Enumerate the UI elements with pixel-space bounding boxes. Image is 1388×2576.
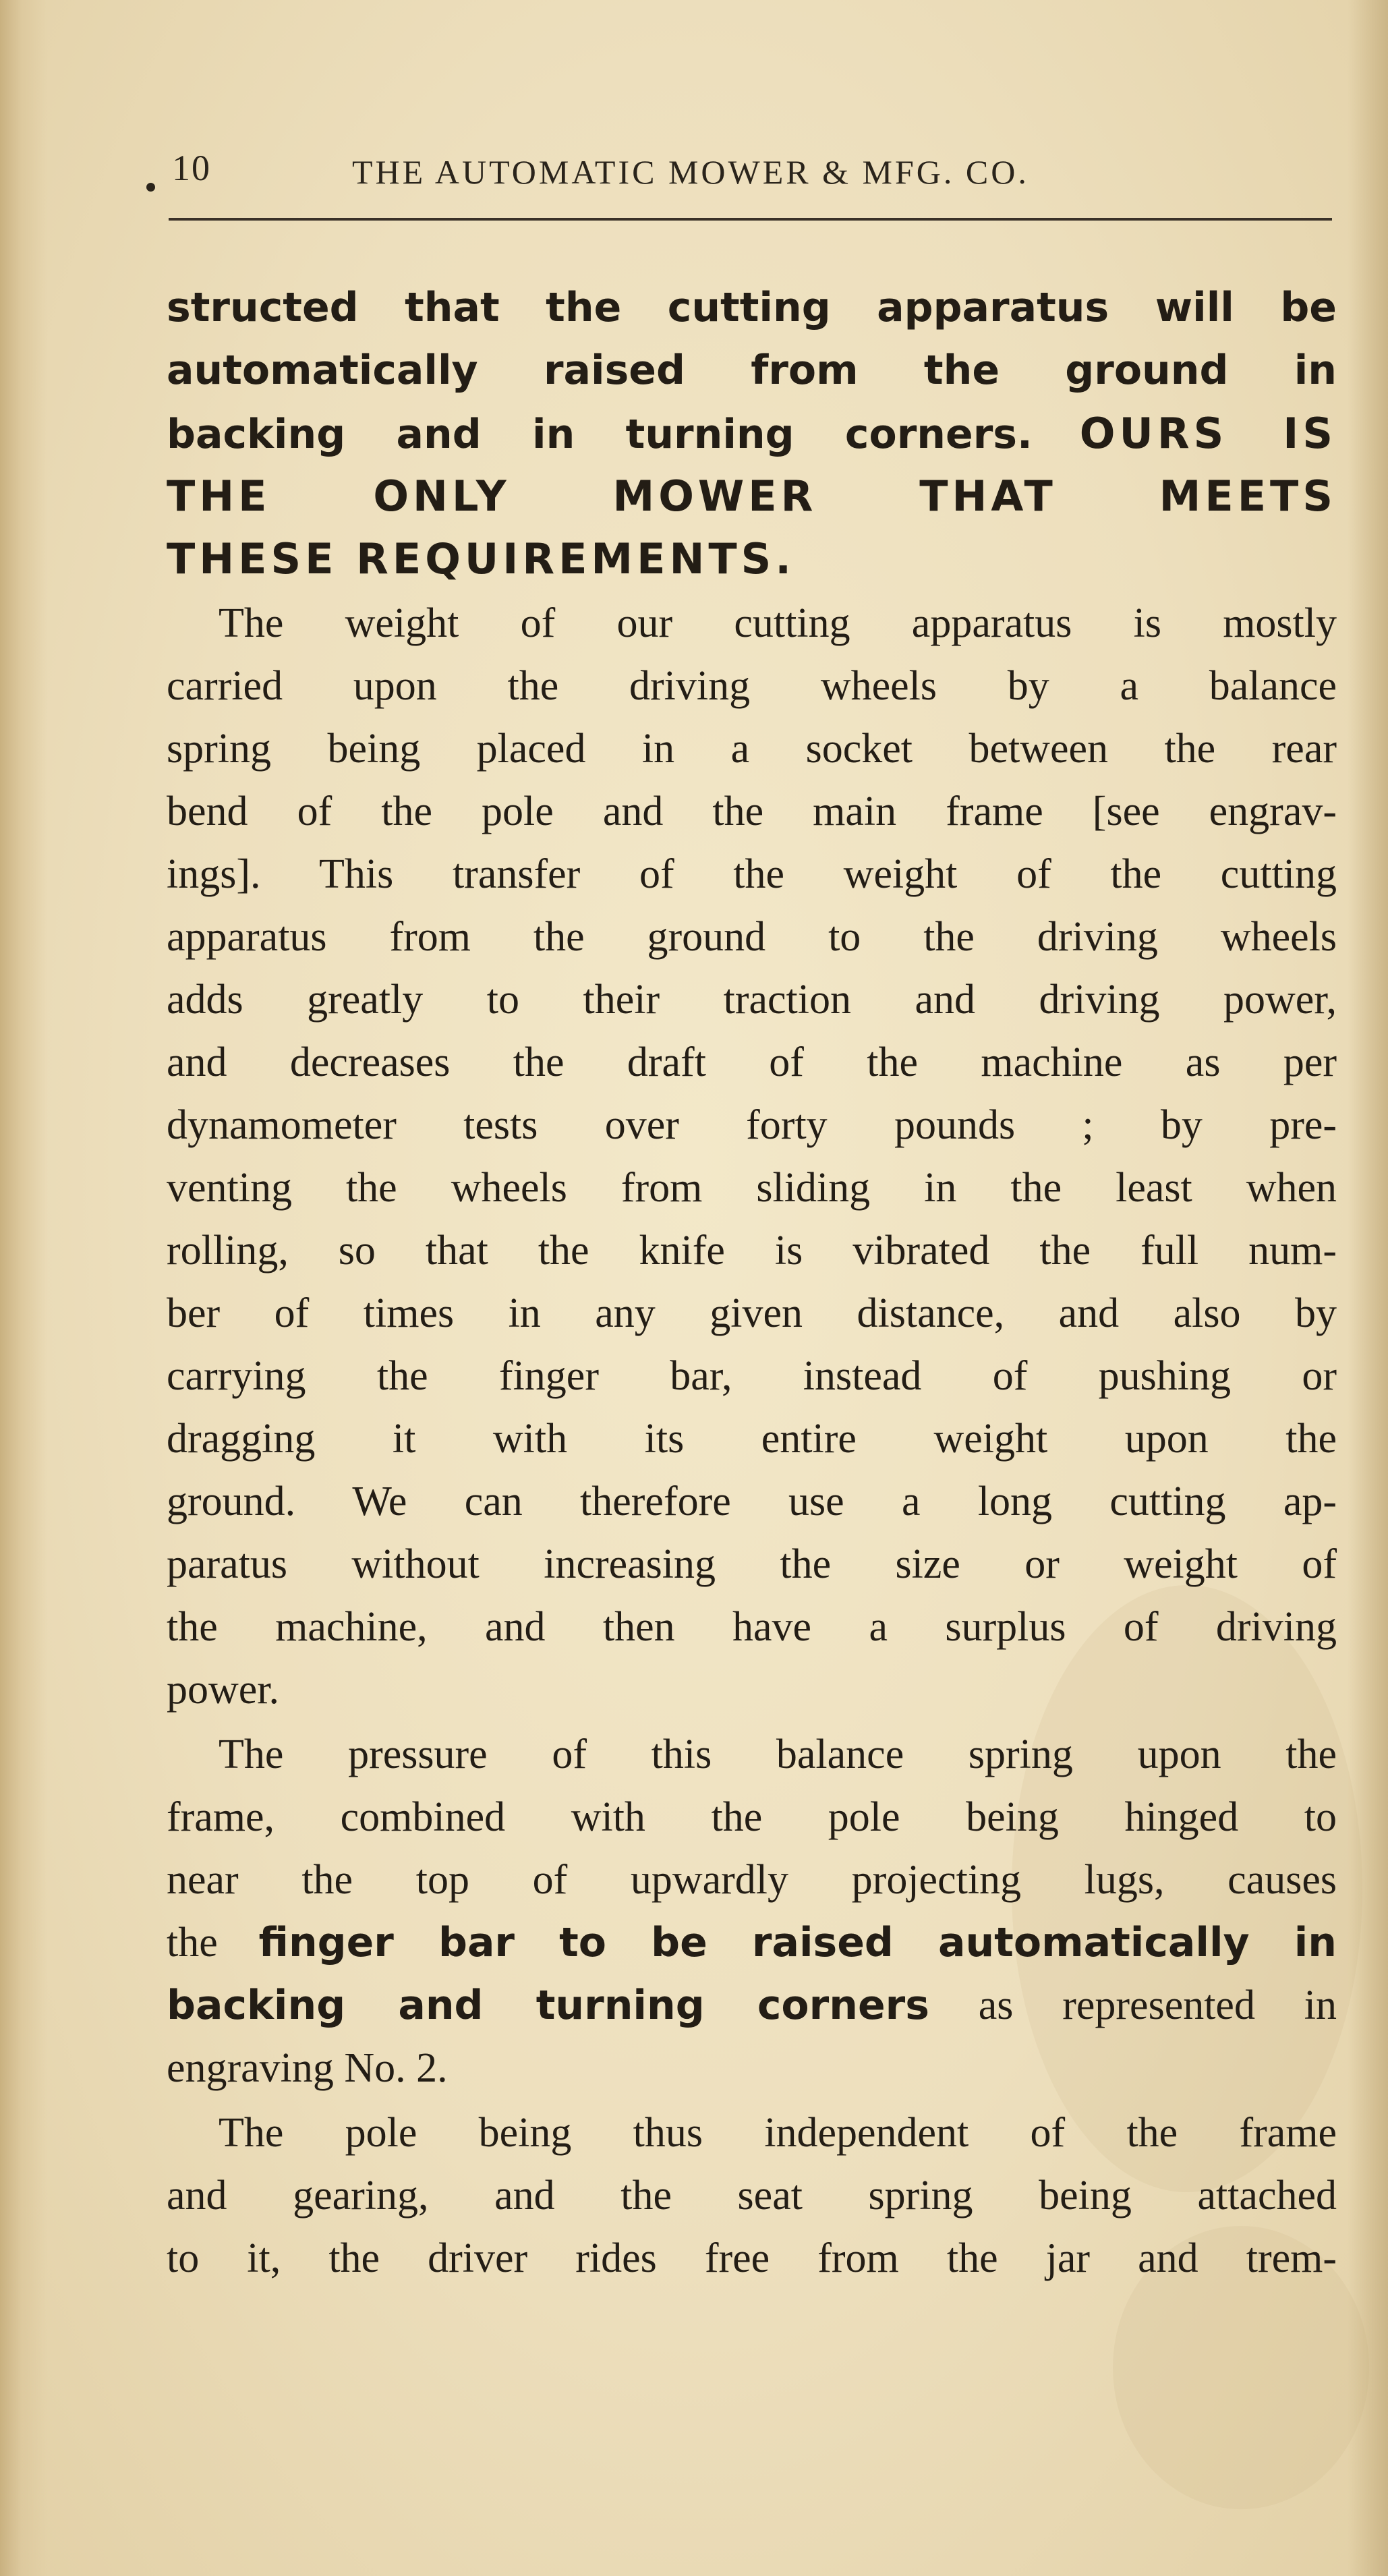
text-line: dragging it with its entire weight upon the <box>167 1416 1337 1462</box>
page-header <box>172 147 1332 201</box>
text-line <box>167 1974 1337 2037</box>
text-line: and gearing, and the seat spring being attached <box>167 2173 1337 2219</box>
page-left-edge-shadow <box>0 0 47 2576</box>
text-span: as represented in <box>978 1982 1337 2028</box>
text-line: carried upon the driving wheels by a balance <box>167 663 1337 709</box>
text-line: The pole being thus independent of the frame <box>219 2110 1337 2156</box>
text-line: and decreases the draft of the machine as per <box>167 1039 1337 1085</box>
text-line: dynamometer tests over forty pounds ; by pre- <box>167 1102 1337 1148</box>
text-line: spring being placed in a socket between the rear <box>167 726 1337 772</box>
paragraph <box>167 1723 1337 2100</box>
text-line: adds greatly to their traction and driving power, <box>167 977 1337 1023</box>
text-line: power. <box>167 1667 280 1713</box>
paragraph <box>167 592 1337 1721</box>
page-right-edge-shadow <box>1348 0 1388 2576</box>
text-line: apparatus from the ground to the driving wheels <box>167 914 1337 960</box>
ink-dot-mark <box>146 183 155 192</box>
text-line: rolling, so that the knife is vibrated the full num- <box>167 1228 1337 1273</box>
header-rule <box>169 218 1332 221</box>
text-line <box>167 402 1337 465</box>
text-line: The pressure of this balance spring upon the <box>219 1731 1337 1777</box>
paragraph <box>167 2102 1337 2290</box>
text-span-caps: OURS IS <box>1079 409 1337 458</box>
text-line: bend of the pole and the main frame [see engrav- <box>167 789 1337 834</box>
text-line: near the top of upwardly projecting lugs, causes <box>167 1857 1337 1903</box>
text-span: the <box>167 1920 218 1966</box>
text-span-bold: backing and in turning corners. <box>167 411 1033 458</box>
text-line: automatically raised from the ground in <box>167 347 1337 394</box>
text-line: ber of times in any given distance, and also by <box>167 1290 1337 1336</box>
text-line: frame, combined with the pole being hinged to <box>167 1794 1337 1840</box>
text-line: THE ONLY MOWER THAT MEETS <box>167 471 1337 521</box>
text-line: the machine, and then have a surplus of driving <box>167 1604 1337 1650</box>
text-span-bold: finger bar to be raised automatically in <box>258 1919 1337 1966</box>
text-line: The weight of our cutting apparatus is mostly <box>219 600 1337 646</box>
text-line: ings]. This transfer of the weight of the cutting <box>167 851 1337 897</box>
text-line: engraving No. 2. <box>167 2045 448 2091</box>
text-span-bold: backing and turning corners <box>167 1982 929 2029</box>
body-text <box>167 277 1337 2290</box>
text-line: ground. We can therefore use a long cutting ap- <box>167 1479 1337 1524</box>
text-line: structed that the cutting apparatus will be <box>167 284 1337 331</box>
text-line: to it, the driver rides free from the jar and trem- <box>167 2235 1337 2281</box>
text-line: venting the wheels from sliding in the least when <box>167 1165 1337 1211</box>
running-title: THE AUTOMATIC MOWER & MFG. CO. <box>352 153 1029 191</box>
text-line: paratus without increasing the size or weight of <box>167 1541 1337 1587</box>
text-line <box>167 1912 1337 1974</box>
text-line: carrying the finger bar, instead of pushing or <box>167 1353 1337 1399</box>
text-line: THESE REQUIREMENTS. <box>167 534 795 583</box>
page-number: 10 <box>172 148 211 188</box>
